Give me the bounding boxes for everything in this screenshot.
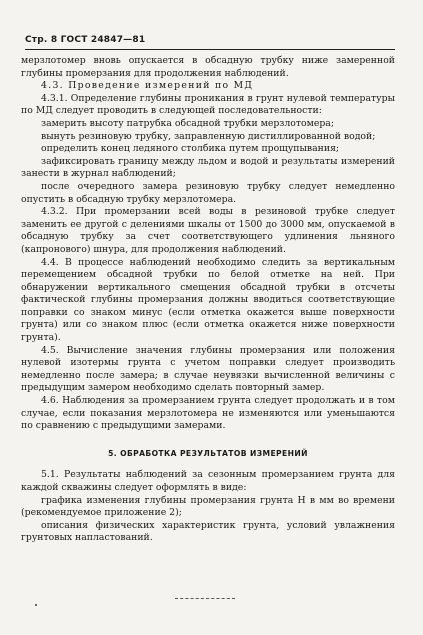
list-item: после очередного замера резиновую трубку следует немедленно опустить в обсадную трубку мерзлотомера.	[21, 180, 395, 205]
paragraph-4-4: 4.4. В процессе наблюдений необходимо следить за вертикальным перемещением обсадной трубки по белой отметке на ней. При обнаружении вертикального смещения обсадной трубки в отсчеты фактической глубины промерзания должны вводиться соответствующие поправки со знаком минус (если отметка окажется выше поверхности грунта) или со знаком плюс (если отметка окажется ниже поверхности грунта).	[21, 256, 395, 344]
page-header: Стр. 8 ГОСТ 24847—81	[25, 35, 146, 45]
list-item: описания физических характеристик грунта, условий увлажнения грунтовых напластований.	[21, 519, 395, 544]
list-item: определить конец ледяного столбика путем прощупывания;	[41, 143, 340, 155]
subsection-heading-4-3: 4.3. Проведение измерений по МД	[41, 80, 254, 92]
paragraph-4-3-2: 4.3.2. При промерзании всей воды в резиновой трубке следует заменить ее другой с делениями шкалы от 1500 до 3000 мм, опускаемой в обсадную трубку за счет соответствующего удлинения льняного (капронового) шнура, для продолжения наблюдений.	[21, 206, 395, 255]
list-item: вынуть резиновую трубку, заправленную дистиллированной водой;	[41, 130, 376, 142]
paragraph-4-6: 4.6. Наблюдения за промерзанием грунта следует продолжать и в том случае, если показания мерзлотомера не изменяются или уменьшаются по сравнению с предыдущими замерами.	[21, 395, 395, 432]
paragraph-5-1: 5.1. Результаты наблюдений за сезонным промерзанием грунта для каждой скважины следует оформлять в виде:	[21, 469, 395, 493]
header-rule	[25, 49, 395, 50]
list-item: графика изменения глубины промерзания грунта Н в мм во времени (рекомендуемое приложение 2);	[21, 494, 395, 519]
paragraph-continuation: мерзлотомер вновь опускается в обсадную трубку ниже замеренной глубины промерзания для продолжения наблюдений.	[21, 55, 395, 79]
document-body	[21, 55, 395, 545]
paragraph-4-3-1: 4.3.1. Определение глубины проникания в грунт нулевой температуры по МД следует проводить в следующей последовательности:	[21, 92, 395, 117]
paragraph-4-5: 4.5. Вычисление значения глубины промерзания или положения нулевой изотермы грунта с учетом поправки следует производить немедленно после замера; в случае неувязки вычисленной величины с предыдущим замером необходимо сделать повторный замер.	[21, 344, 395, 394]
footer-rule	[175, 598, 235, 600]
list-item: зафиксировать границу между льдом и водой и результаты измерений занести в журнал наблюдений;	[21, 155, 395, 180]
section-title: 5. ОБРАБОТКА РЕЗУЛЬТАТОВ ИЗМЕРЕНИЙ	[108, 448, 308, 458]
scan-speck	[35, 604, 37, 606]
list-item: замерить высоту патрубка обсадной трубки мерзлотомера;	[41, 117, 334, 129]
